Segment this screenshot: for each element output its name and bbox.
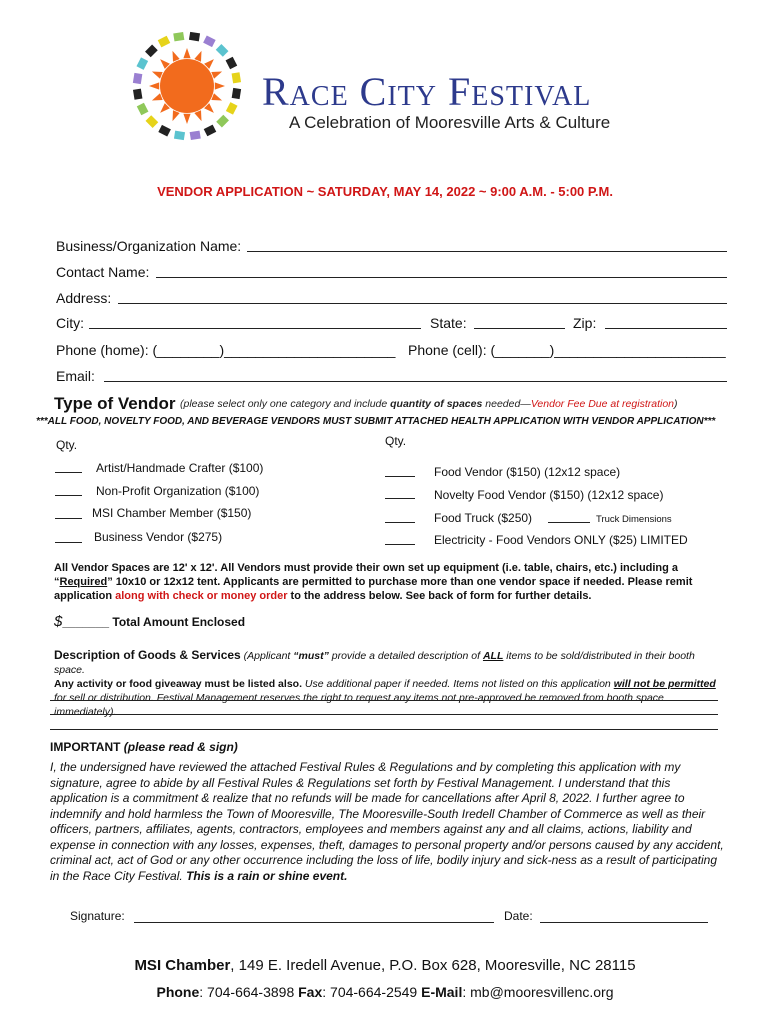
food-vendor-health-note: ***ALL FOOD, NOVELTY FOOD, AND BEVERAGE VENDORS MUST SUBMIT ATTACHED HEALTH APPLICATION WITH VENDOR APPLICATION*** [36,416,716,427]
type-of-vendor-heading: Type of Vendor [54,394,176,413]
festival-flag [145,45,158,58]
date-label: Date: [504,909,533,923]
festival-flag [203,35,216,47]
signature-field[interactable] [134,922,494,923]
vendor-option: Artist/Handmade Crafter ($100) [96,461,264,475]
type-of-vendor-note: (please select only one category and include quantity of spaces needed—Vendor Fee Due at registration) [180,398,678,410]
qty-blank[interactable] [55,518,82,519]
sun-ray [183,48,190,58]
state-label: State: [430,315,467,331]
qty-blank[interactable] [55,472,82,473]
signature-label: Signature: [70,909,125,923]
address-field[interactable] [118,303,727,304]
brand-title: Race City Festival [262,69,592,114]
business-name-label: Business/Organization Name: [56,238,242,254]
festival-flag [204,125,217,137]
contact-name-label: Contact Name: [56,264,150,280]
festival-sun-logo [126,25,248,147]
qty-blank[interactable] [385,544,415,545]
festival-flag [158,125,171,137]
festival-flag [226,102,238,115]
festival-flag [216,115,229,128]
qty-header-left: Qty. [56,438,78,452]
qty-blank[interactable] [385,498,415,499]
festival-flag [146,115,159,128]
sun-ray [211,72,222,79]
vendor-option: Novelty Food Vendor ($150) (12x12 space) [434,488,664,502]
phone-cell-field[interactable]: Phone (cell): (_______)______________________ [408,342,726,358]
festival-flag [136,57,148,70]
date-field[interactable] [540,922,708,923]
description-line[interactable] [50,729,718,730]
festival-flag [189,32,200,41]
sun-ray [183,114,190,124]
qty-blank[interactable] [55,495,82,496]
goods-services-description: Description of Goods & Services (Applicant “must” provide a detailed description of ALL items to be sold/distributed in their booth space. Any activity or food giveaway must be listed also. Use additional paper if needed. Items not listed on this application will not be permitted for sell or distribution. Festival Management reserves the right to request any items not pre-approved be removed from booth space immediately). [54,648,716,718]
sun-ray [149,82,159,89]
qty-blank[interactable] [55,542,82,543]
phone-home-field[interactable]: Phone (home): (________)______________________ [56,342,396,358]
qty-blank[interactable] [385,476,415,477]
description-line[interactable] [50,714,718,715]
contact-name-field[interactable] [156,277,727,278]
festival-flag [133,89,142,100]
zip-field[interactable] [605,328,727,329]
state-field[interactable] [474,328,565,329]
vendor-option: Food Vendor ($150) (12x12 space) [434,465,621,479]
festival-flag [216,44,229,57]
total-amount-enclosed[interactable]: $_______ Total Amount Enclosed [54,613,246,630]
vendor-option: Non-Profit Organization ($100) [96,484,260,498]
city-label: City: [56,315,84,331]
festival-flag [226,57,238,70]
festival-flag [232,72,241,83]
chamber-contact: Phone: 704-664-3898 Fax: 704-664-2549 E-Mail: mb@mooresvillenc.org [156,984,614,1000]
festival-flag [133,73,142,84]
festival-flag [137,103,149,116]
sun-ray [173,51,180,62]
qty-header-right: Qty. [385,434,407,448]
festival-flag [232,88,241,99]
sun-ray [152,93,163,100]
festival-flag [158,36,171,48]
vendor-option: Electricity - Food Vendors ONLY ($25) LIMITED [434,533,688,547]
address-label: Address: [56,290,112,306]
business-name-field[interactable] [247,251,727,252]
vendor-option: MSI Chamber Member ($150) [92,506,252,520]
truck-dimensions-field[interactable] [548,522,590,523]
sun-ray [152,72,163,79]
vendor-option: Business Vendor ($275) [94,530,223,544]
city-field[interactable] [89,328,421,329]
email-field[interactable] [104,381,727,382]
vendor-spaces-note: All Vendor Spaces are 12' x 12'. All Vendors must provide their own set up equipment (i.e. table, chairs, etc.) including a “Required” 10x10 or 12x12 tent. Applicants are permitted to purchase more than one vendor space if needed. Please remit application along with check or money order to the address below. See back of form for further details. [54,562,693,602]
important-agreement-text: I, the undersigned have reviewed the attached Festival Rules & Regulations and by completing this application with my signature, agree to abide by all Festival Rules & Regulations set forth by Festival Management. I understand that this application is a commitment & realize that no refunds will be made for cancellations after April 8, 2022. I further agree to indemnify and hold harmless the Town of Mooresville, The Mooresville-South Iredell Chamber of Commerce as well as their officers, partners, affiliates, agents, contractors, employees and members against any and all claims, actions, liability and expense in connection with any losses, expenses, theft, damages to personal property and/or persons caused by any accident, criminal act, act of God or any other occurrence including the loss of life, bodily injury and sick-ness as a result of participating in the Race City Festival. This is a rain or shine event. [50,760,724,883]
sun-ray [173,110,180,121]
truck-dimensions-label: Truck Dimensions [596,514,672,525]
brand-subtitle: A Celebration of Mooresville Arts & Culture [289,113,611,132]
application-headline: VENDOR APPLICATION ~ SATURDAY, MAY 14, 2022 ~ 9:00 A.M. - 5:00 P.M. [157,184,613,199]
sun-ray [194,51,201,62]
sun-ray [215,82,225,89]
sun-ray [211,93,222,100]
festival-flag [190,131,201,140]
description-line[interactable] [50,700,718,701]
festival-flag [174,131,185,140]
important-heading: IMPORTANT (please read & sign) [50,740,238,754]
qty-blank[interactable] [385,522,415,523]
zip-label: Zip: [573,315,597,331]
sun-ray [194,110,201,121]
email-label: Email: [56,368,95,384]
chamber-address: MSI Chamber, 149 E. Iredell Avenue, P.O. Box 628, Mooresville, NC 28115 [134,957,636,974]
festival-flag [173,32,184,41]
vendor-option: Food Truck ($250) [434,511,533,525]
